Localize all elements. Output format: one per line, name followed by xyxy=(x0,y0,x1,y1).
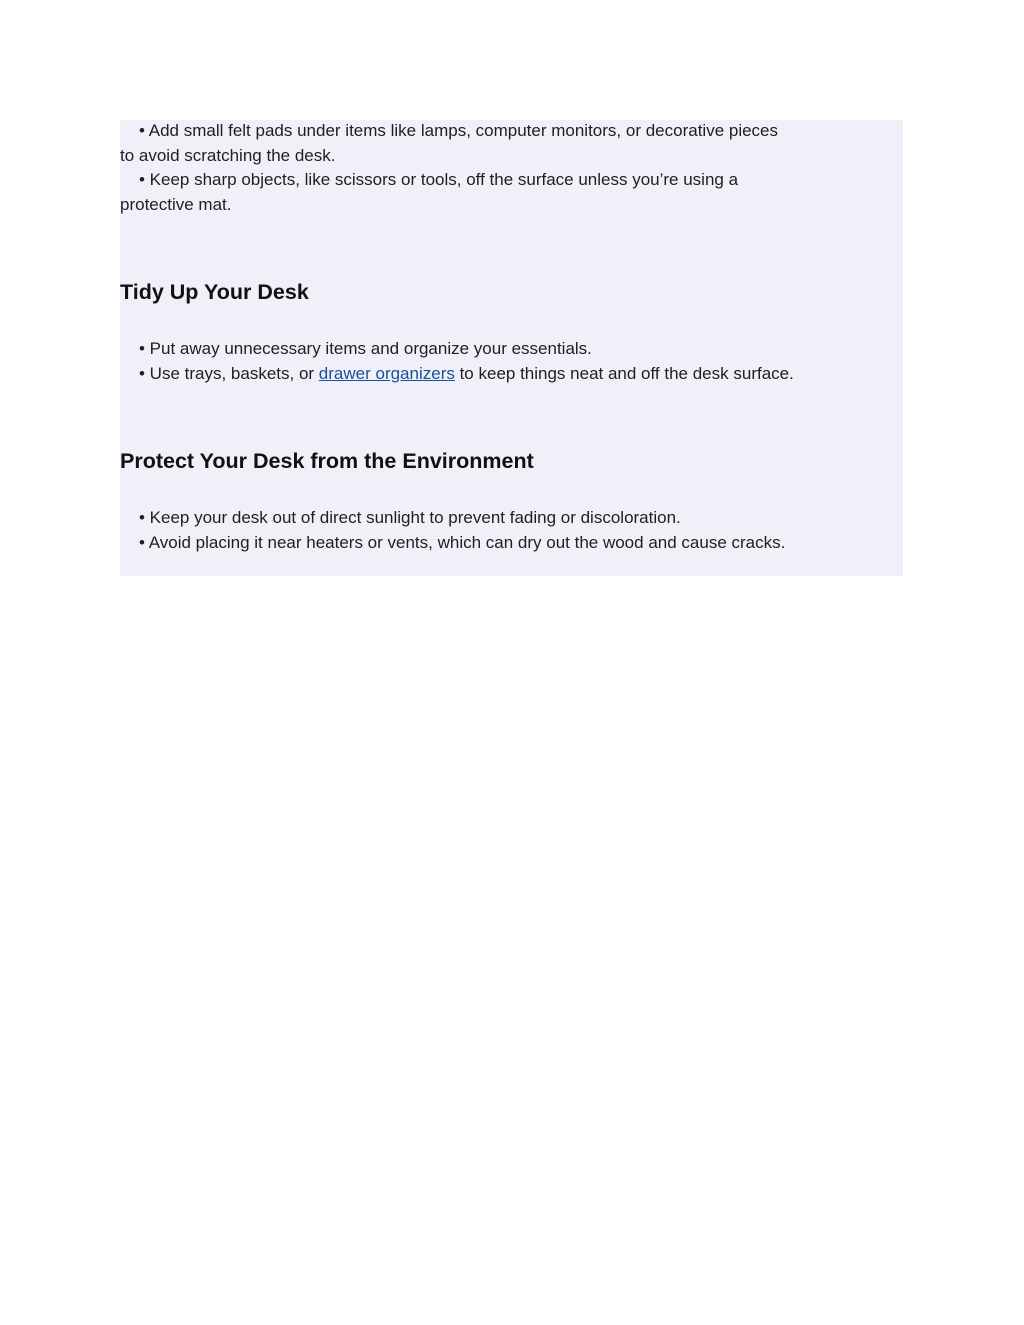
bullet-use-trays-text-start: • Use trays, baskets, or xyxy=(139,363,319,383)
bullet-felt-pads: • Add small felt pads under items like lamps, computer monitors, or decorative pieces xyxy=(139,121,779,140)
bullet-use-trays-text-end: to keep things neat and off the desk surface. xyxy=(454,363,794,383)
content-block xyxy=(120,120,903,576)
bullet-use-trays xyxy=(120,362,903,387)
bullet-put-away: • Put away unnecessary items and organize your essentials. xyxy=(139,339,592,358)
environment-paragraph xyxy=(120,506,903,555)
felt-pads-paragraph xyxy=(120,119,903,217)
bullet-sharp-objects-continued: protective mat. xyxy=(120,194,232,214)
drawer-organizers-link[interactable]: drawer organizers xyxy=(318,363,455,383)
section-heading-environment: Protect Your Desk from the Environment xyxy=(120,449,534,473)
bullet-sunlight: • Keep your desk out of direct sunlight to prevent fading or discoloration. xyxy=(139,508,681,527)
bullet-felt-pads-continued: to avoid scratching the desk. xyxy=(120,145,336,165)
bullet-heaters: • Avoid placing it near heaters or vents, which can dry out the wood and cause cracks. xyxy=(139,532,786,552)
section-heading-tidy: Tidy Up Your Desk xyxy=(120,280,309,304)
tidy-paragraph xyxy=(120,337,903,386)
bullet-sharp-objects: • Keep sharp objects, like scissors or tools, off the surface unless you’re using a xyxy=(139,170,739,189)
